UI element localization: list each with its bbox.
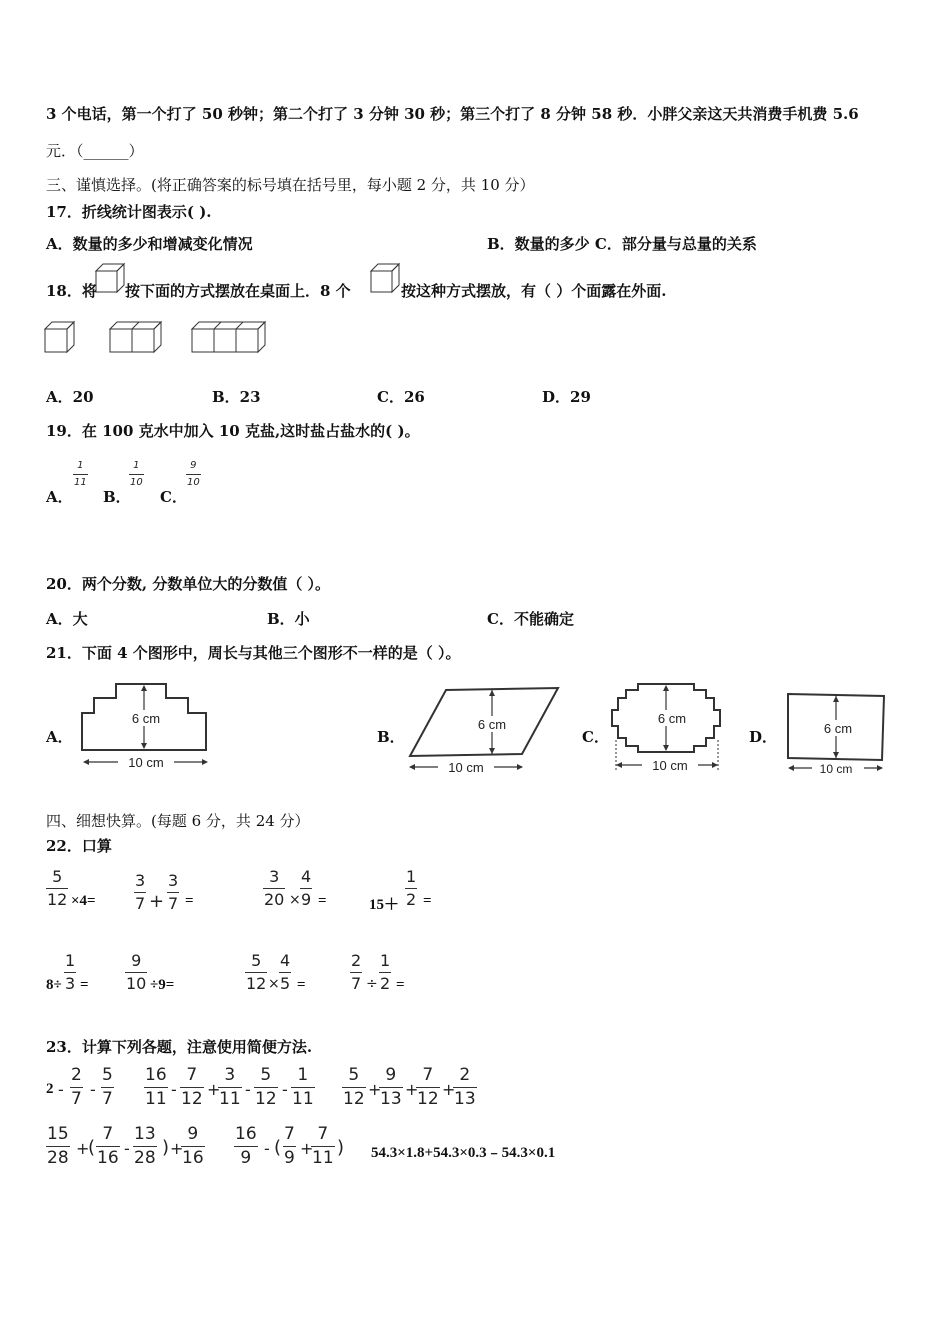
q23-operator: ) — [337, 1137, 345, 1158]
q22-fraction: 1 2 — [380, 951, 391, 993]
q23-fraction: 9 16 — [182, 1124, 204, 1168]
q21-stem: 21．下面 4 个图形中，周长与其他三个图形不一样的是（ ）。 — [46, 644, 461, 662]
q19-option-a: A． — [46, 488, 73, 506]
q23-fraction: 5 12 — [343, 1065, 365, 1109]
q23-fraction: 7 9 — [284, 1124, 295, 1168]
q22-operator: × — [268, 976, 280, 992]
q21-figure-c-height-label: 6 cm — [657, 711, 687, 726]
q22-operator: × — [289, 892, 301, 908]
q22-operator: = — [80, 977, 89, 993]
q23-fraction: 2 7 — [71, 1065, 82, 1109]
q16-text-line2: 元．（______） — [46, 142, 144, 160]
q23-operator: + — [405, 1080, 419, 1099]
q23-operator: ( — [88, 1137, 96, 1158]
section4-title: 四、细想快算。(每题 6 分，共 24 分） — [46, 812, 310, 830]
q20-option-c: C．不能确定 — [487, 610, 574, 628]
q19-option-b: B． — [103, 488, 131, 506]
q23-fraction: 13 28 — [134, 1124, 156, 1168]
q23-fraction: 2 13 — [454, 1065, 476, 1109]
q22-text: ×4= — [71, 893, 96, 909]
q22-fraction: 4 5 — [280, 951, 291, 993]
q23-fraction: 1 11 — [292, 1065, 314, 1109]
q23-operator: + — [207, 1080, 221, 1099]
q20-option-a: A．大 — [46, 610, 88, 628]
q21-figure-c-width-label: 10 cm — [652, 758, 688, 773]
q23-operator: + — [170, 1139, 184, 1158]
q16-text-line1: 3 个电话，第一个打了 50 秒钟；第二个打了 3 分钟 30 秒；第三个打了 8 分钟 58 秒．小胖父亲这天共消费手机费 5.6 — [46, 105, 859, 123]
q23-operator: ( — [274, 1137, 282, 1158]
cube-icon — [369, 262, 401, 294]
q22-text: 15＋ — [369, 897, 400, 913]
q18-part1: 18．将 — [46, 282, 97, 300]
q21-figure-b-height-label: 6 cm — [477, 717, 507, 732]
q20-stem: 20．两个分数, 分数单位大的分数值（ ）。 — [46, 575, 331, 593]
q21-option-a: A． — [46, 728, 73, 746]
q18-option-b: B．23 — [212, 388, 261, 406]
q21-option-b: B． — [377, 728, 405, 746]
q23-fraction: 15 28 — [47, 1124, 69, 1168]
q23-operator: - — [171, 1080, 177, 1099]
q23-operator: - — [124, 1139, 130, 1158]
q20-option-b: B．小 — [267, 610, 310, 628]
cube-arrangement-2 — [109, 320, 163, 354]
q18-option-a: A．20 — [46, 388, 94, 406]
q23-operator: + — [368, 1080, 382, 1099]
q21-figure-c — [610, 680, 726, 776]
q21-figure-d-height-label: 6 cm — [823, 721, 853, 736]
q23-operator: - — [282, 1080, 288, 1099]
q21-figure-a-width-label: 10 cm — [128, 755, 164, 770]
q17-option-a: A．数量的多少和增减变化情况 — [46, 235, 253, 253]
q22-fraction: 5 12 — [246, 951, 267, 993]
q22-fraction: 3 20 — [264, 867, 285, 909]
q22-fraction: 9 10 — [126, 951, 147, 993]
q23-operator: - — [245, 1080, 251, 1099]
q18-option-d: D．29 — [542, 388, 591, 406]
q22-operator: + — [149, 891, 165, 912]
q23-fraction: 3 11 — [219, 1065, 241, 1109]
q22-stem: 22．口算 — [46, 837, 112, 855]
q21-figure-d-width-label: 10 cm — [819, 762, 853, 776]
q23-operator: + — [300, 1139, 314, 1158]
q23-operator: + — [76, 1139, 90, 1158]
q22-text: 8÷ — [46, 977, 62, 993]
q23-expression-6: 54.3×1.8+54.3×0.3﹣54.3×0.1 — [371, 1145, 556, 1161]
q22-operator: ÷ — [366, 976, 378, 992]
q22-fraction: 2 7 — [351, 951, 362, 993]
q18-part3: 按这种方式摆放，有（ ）个面露在外面. — [401, 282, 667, 300]
q21-option-c: C． — [582, 728, 609, 746]
q23-operator: - — [90, 1080, 96, 1099]
q23-operator: ) — [162, 1137, 170, 1158]
cube-arrangement-1 — [44, 320, 76, 354]
q21-option-d: D． — [749, 728, 778, 746]
q22-operator: = — [396, 977, 405, 993]
q22-operator: = — [185, 893, 194, 909]
q23-fraction: 7 12 — [181, 1065, 203, 1109]
q22-fraction: 5 12 — [47, 867, 68, 909]
q17-stem: 17．折线统计图表示( ). — [46, 203, 212, 221]
q22-fraction: 1 3 — [65, 951, 76, 993]
q22-fraction: 3 7 — [168, 871, 179, 913]
q23-operator: - — [264, 1139, 270, 1158]
q23-operator: - — [58, 1080, 64, 1099]
q21-figure-a-height-label: 6 cm — [131, 711, 161, 726]
q23-fraction: 7 16 — [97, 1124, 119, 1168]
q22-fraction: 3 7 — [135, 871, 146, 913]
q23-expr1-lead: 2 — [46, 1081, 54, 1097]
q23-fraction: 16 9 — [235, 1124, 257, 1168]
q19-fraction-a: 1 11 — [74, 460, 87, 488]
q22-operator: = — [297, 977, 306, 993]
q19-stem: 19．在 100 克水中加入 10 克盐,这时盐占盐水的( )。 — [46, 422, 420, 440]
cube-arrangement-3 — [191, 320, 267, 354]
q22-fraction: 4 9 — [301, 867, 312, 909]
q18-option-c: C．26 — [377, 388, 425, 406]
q19-fraction-c: 9 10 — [187, 460, 200, 488]
q22-fraction: 1 2 — [406, 867, 417, 909]
q22-operator: = — [423, 893, 432, 909]
q23-operator: + — [442, 1080, 456, 1099]
q23-fraction: 7 12 — [417, 1065, 439, 1109]
q22-text: ÷9= — [150, 977, 175, 993]
q23-fraction: 9 13 — [380, 1065, 402, 1109]
q23-stem: 23．计算下列各题，注意使用简便方法. — [46, 1038, 313, 1056]
cube-icon — [94, 262, 126, 294]
q23-fraction: 7 11 — [312, 1124, 334, 1168]
q17-options-bc: B．数量的多少 C．部分量与总量的关系 — [487, 235, 757, 253]
q21-figure-a — [78, 678, 218, 774]
q21-figure-b-width-label: 10 cm — [448, 760, 484, 775]
q23-fraction: 5 12 — [255, 1065, 277, 1109]
q21-figure-d — [784, 688, 890, 776]
q23-fraction: 16 11 — [145, 1065, 167, 1109]
q19-option-c: C． — [160, 488, 187, 506]
q22-operator: = — [318, 893, 327, 909]
q21-figure-b — [404, 684, 564, 776]
q19-fraction-b: 1 10 — [130, 460, 143, 488]
q23-fraction: 5 7 — [102, 1065, 113, 1109]
section3-title: 三、谨慎选择。(将正确答案的标号填在括号里，每小题 2 分，共 10 分） — [46, 176, 535, 194]
q18-part2: 按下面的方式摆放在桌面上．8 个 — [125, 282, 351, 300]
